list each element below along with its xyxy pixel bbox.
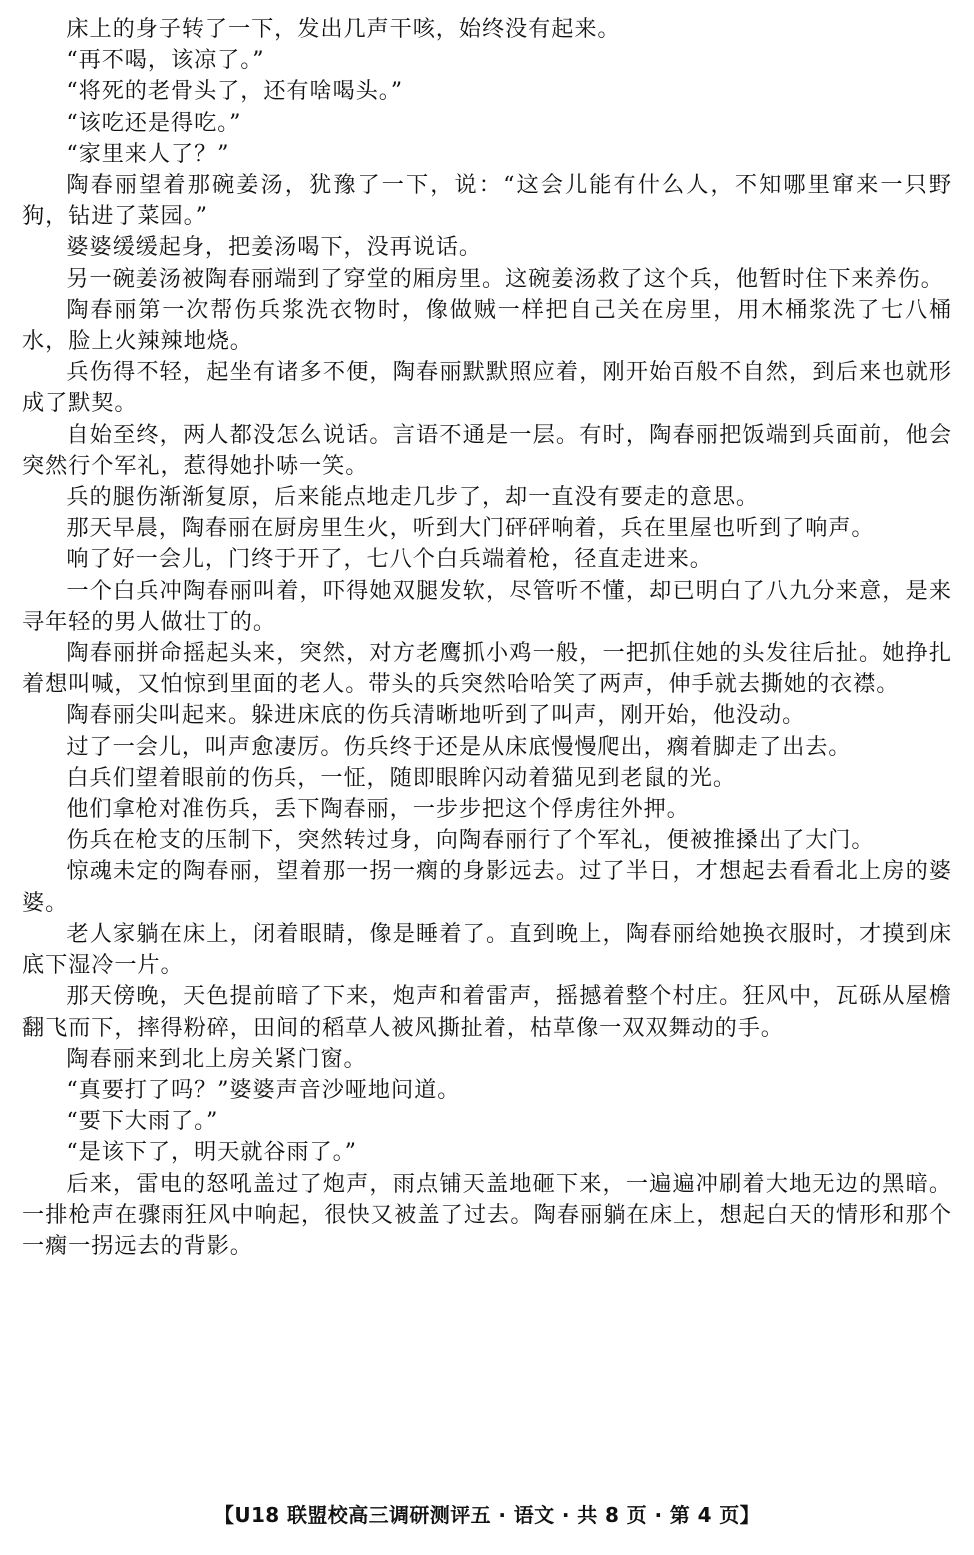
paragraph-19: 白兵们望着眼前的伤兵，一怔，随即眼眸闪动着猫见到老鼠的光。	[66, 764, 736, 791]
paragraph-2: “再不喝，该凉了。”	[66, 47, 265, 74]
paragraph-8: 另一碗姜汤被陶春丽端到了穿堂的厢房里。这碗姜汤救了这个兵，他暂时住下来养伤。	[66, 265, 944, 292]
paragraph-7: 婆婆缓缓起身，把姜汤喝下，没再说话。	[66, 234, 482, 261]
paragraph-25: 陶春丽来到北上房关紧门窗。	[66, 1045, 367, 1072]
paragraph-4: “该吃还是得吃。”	[66, 109, 242, 136]
paragraph-28: “是该下了，明天就谷雨了。”	[66, 1139, 357, 1166]
paragraph-11: 自始至终，两人都没怎么说话。言语不通是一层。有时，陶春丽把饭端到兵面前，他会突然行个军礼，惹得她扑哧一笑。	[22, 421, 952, 479]
page-footer: 【U18 联盟校高三调研测评五 · 语文 · 共 8 页 · 第 4 页】	[213, 1503, 761, 1527]
paragraph-27: “要下大雨了。”	[66, 1108, 219, 1135]
paragraph-18: 过了一会儿，叫声愈凄厉。伤兵终于还是从床底慢慢爬出，瘸着脚走了出去。	[66, 733, 852, 760]
paragraph-24: 那天傍晚，天色提前暗了下来，炮声和着雷声，摇撼着整个村庄。狂风中，瓦砾从屋檐翻飞而下，摔得粉碎，田间的稻草人被风撕扯着，枯草像一双双舞动的手。	[22, 983, 952, 1041]
paragraph-21: 伤兵在枪支的压制下，突然转过身，向陶春丽行了个军礼，便被推搡出了大门。	[66, 827, 875, 854]
paragraph-16: 陶春丽拼命摇起头来，突然，对方老鹰抓小鸡一般，一把抓住她的头发往后扯。她挣扎着想叫喊，又怕惊到里面的老人。带头的兵突然哈哈笑了两声，伸手就去撕她的衣襟。	[22, 640, 952, 698]
paragraph-29: 后来，雷电的怒吼盖过了炮声，雨点铺天盖地砸下来，一遍遍冲刷着大地无边的黑暗。一排枪声在骤雨狂风中响起，很快又被盖了过去。陶春丽躺在床上，想起白天的情形和那个一瘸一拐远去的背影。	[22, 1170, 952, 1259]
paragraph-12: 兵的腿伤渐渐复原，后来能点地走几步了，却一直没有要走的意思。	[66, 484, 760, 511]
paragraph-22: 惊魂未定的陶春丽，望着那一拐一瘸的身影远去。过了半日，才想起去看看北上房的婆婆。	[22, 858, 952, 916]
paragraph-9: 陶春丽第一次帮伤兵浆洗衣物时，像做贼一样把自己关在房里，用木桶浆洗了七八桶水，脸上火辣辣地烧。	[22, 296, 952, 355]
paragraph-26: “真要打了吗？”婆婆声音沙哑地问道。	[66, 1076, 461, 1103]
paragraph-5: “家里来人了？”	[66, 140, 230, 167]
paragraph-15: 一个白兵冲陶春丽叫着，吓得她双腿发软，尽管听不懂，却已明白了八九分来意，是来寻年轻的男人做壮丁的。	[22, 577, 952, 635]
paragraph-13: 那天早晨，陶春丽在厨房里生火，听到大门砰砰响着，兵在里屋也听到了响声。	[66, 515, 875, 542]
paragraph-17: 陶春丽尖叫起来。躲进床底的伤兵清晰地听到了叫声，刚开始，他没动。	[66, 702, 806, 729]
paragraph-14: 响了好一会儿，门终于开了，七八个白兵端着枪，径直走进来。	[66, 546, 713, 573]
paragraph-20: 他们拿枪对准伤兵，丢下陶春丽，一步步把这个俘虏往外押。	[66, 796, 690, 823]
paragraph-10: 兵伤得不轻，起坐有诸多不便，陶春丽默默照应着，刚开始百般不自然，到后来也就形成了默契。	[22, 359, 952, 417]
paragraph-23: 老人家躺在床上，闭着眼睛，像是睡着了。直到晚上，陶春丽给她换衣服时，才摸到床底下湿冷一片。	[22, 920, 952, 979]
paragraph-1: 床上的身子转了一下，发出几声干咳，始终没有起来。	[66, 16, 621, 42]
paragraph-6: 陶春丽望着那碗姜汤，犹豫了一下，说：“这会儿能有什么人，不知哪里窜来一只野狗，钻进了菜园。”	[22, 172, 952, 230]
paragraph-3: “将死的老骨头了，还有啥喝头。”	[66, 78, 404, 105]
story-body	[22, 14, 952, 1262]
